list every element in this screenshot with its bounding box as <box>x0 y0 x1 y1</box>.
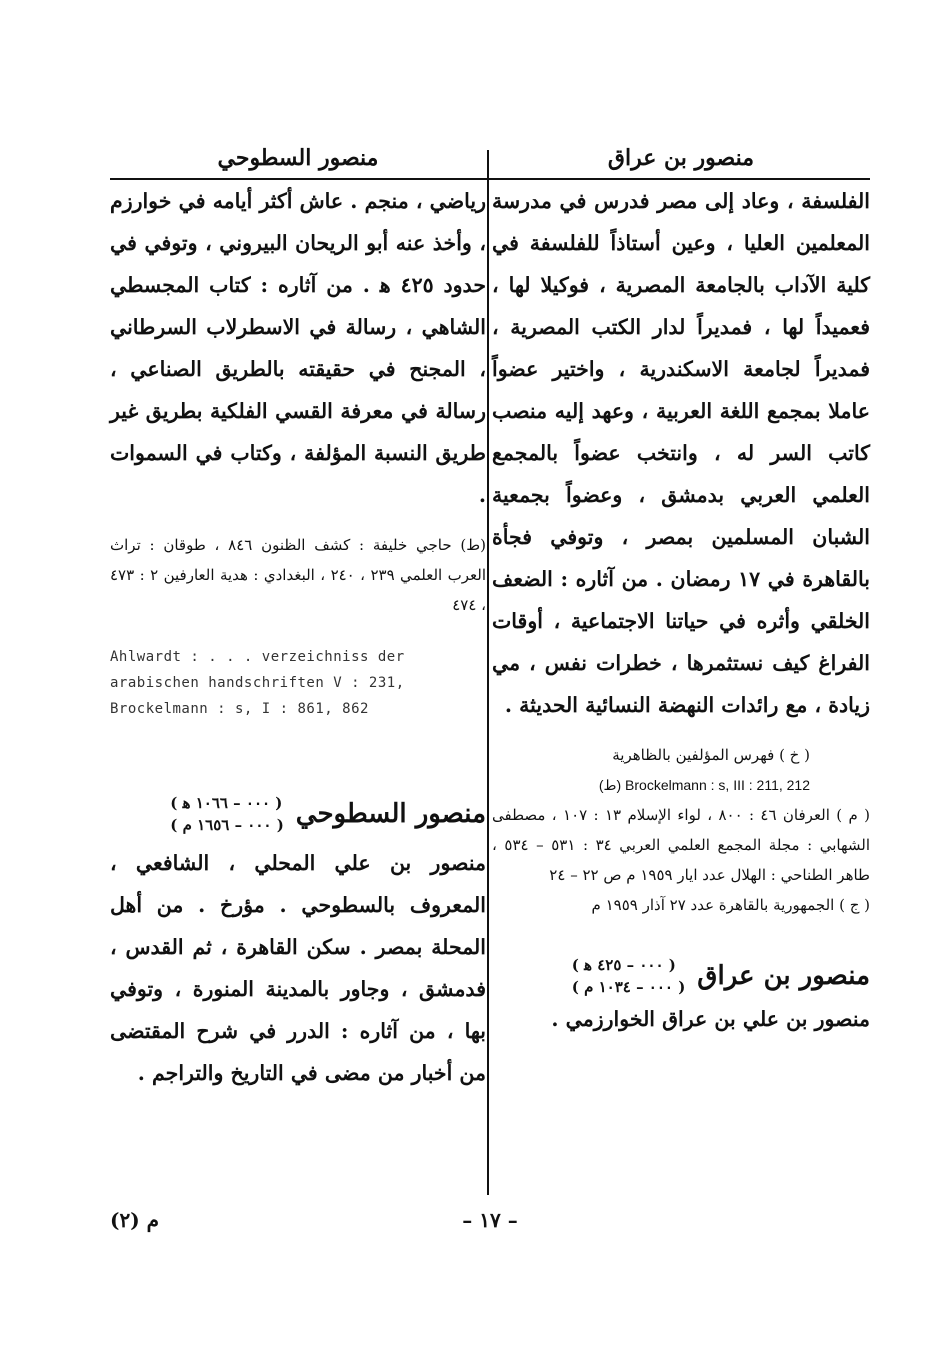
column-divider <box>487 150 489 1195</box>
right-column <box>492 180 870 1040</box>
entry-heading <box>492 954 870 998</box>
reference-line-latin: (ط) Brockelmann : s, III : 211, 212 <box>598 777 810 793</box>
entry-name: منصور السطوحي <box>295 799 486 829</box>
left-column <box>110 180 486 1094</box>
reference-line: (ط) حاجي خليفة : كشف الظنون ٨٤٦ ، طوقان : تراث العرب العلمي ٢٣٩ ، ٢٤٠ ، البغدادي : هدية العارفين ٢ : ٤٧٣ ، ٤٧٤ <box>110 536 486 614</box>
latin-reference: Ahlwardt : . . . verzeichniss der arabischen handschriften V : 231, Brockelmann : s, I : 861, 862 <box>110 649 405 717</box>
reference-line: ( ج ) الجمهورية بالقاهرة عدد ٢٧ آذار ١٩٥٩ م <box>591 896 870 914</box>
running-header-right: منصور بن عراق <box>607 145 755 171</box>
entry-date-gregorian: ( ٠٠٠ – ١٦٥٦ م ) <box>170 816 284 834</box>
entry-name: منصور بن عراق <box>697 961 870 991</box>
page-number: – ١٧ – <box>462 1208 518 1232</box>
reference-line: ( م ) العرفان ٤٦ : ٨٠٠ ، لواء الإسلام ١٣ : ١٠٧ ، مصطفى الشهابي : مجلة المجمع العلمي العربي ٣٤ : ٥٣١ – ٥٣٤ ، طاهر الطناحي : الهلال عدد ايار ١٩٥٩ م ص ٢٢ – ٢٤ <box>492 806 870 884</box>
entry-date-gregorian: ( ٠٠٠ – ١٠٣٤ م ) <box>571 978 686 996</box>
entry-heading <box>110 792 486 836</box>
entry-body: منصور بن علي المحلي ، الشافعي ، المعروف بالسطوحي . مؤرخ . من أهل المحلة بمصر . سكن القاهرة ، ثم القدس ، فدمشق ، وجاور بالمدينة المنورة ، وتوفي بها ، من آثاره : الدرر في شرح المقتضى من أخبار من مضى في التاريخ والتراجم . <box>110 851 486 1085</box>
right-column-references <box>492 740 870 800</box>
entry-first-line: منصور بن علي بن عراق الخوارزمي . <box>551 1007 870 1031</box>
right-column-body: الفلسفة ، وعاد إلى مصر فدرس في مدرسة المعلمين العليا ، وعين أستاذاً للفلسفة في كلية الآداب بالجامعة المصرية ، فوكيلا لها ، فعميداً لها ، فمديراً لدار الكتب المصرية ، فمديراً لجامعة الاسكندرية ، واختير عضواً عاملا بمجمع اللغة العربية ، وعهد إليه منصب كاتب السر له ، وانتخب عضواً بالمجمع العلمي العربي بدمشق ، وعضواً بجمعية الشبان المسلمين بمصر ، وتوفي فجأة بالقاهرة في ١٧ رمضان . من آثاره : الضعف الخلقي وأثره في حياتنا الاجتماعية ، أوقات الفراغ كيف نستثمرها ، خطرات نفس ، مي زيادة ، مع رائدات النهضة النسائية الحديثة . <box>492 189 870 717</box>
reference-line: ( خ ) فهرس المؤلفين بالظاهرية <box>612 746 810 764</box>
signature-mark: م (٢) <box>110 1208 160 1232</box>
entry-dates <box>170 792 284 836</box>
entry-dates <box>572 954 686 998</box>
entry-date-hijri: ( ٠٠٠ – ٤٢٥ ﻫ ) <box>571 956 676 974</box>
entry-date-hijri: ( ٠٠٠ – ١٠٦٦ ﻫ ) <box>170 794 283 812</box>
reference-line <box>492 770 810 800</box>
left-column-body: رياضي ، منجم . عاش أكثر أيامه في خوارزم ، وأخذ عنه أبو الريحان البيروني ، وتوفي في حدود ٤٢٥ ﻫ . من آثاره : كتاب المجسطي الشاهي ، رسالة في الاسطرلاب السرطاني ، المجنح في حقيقته بالطريق الصناعي ، رسالة في معرفة القسي الفلكية بطريق غير طريق النسبة المؤلفة ، وكتاب في السموات . <box>110 189 486 507</box>
running-header-left: منصور السطوحي <box>217 145 379 171</box>
